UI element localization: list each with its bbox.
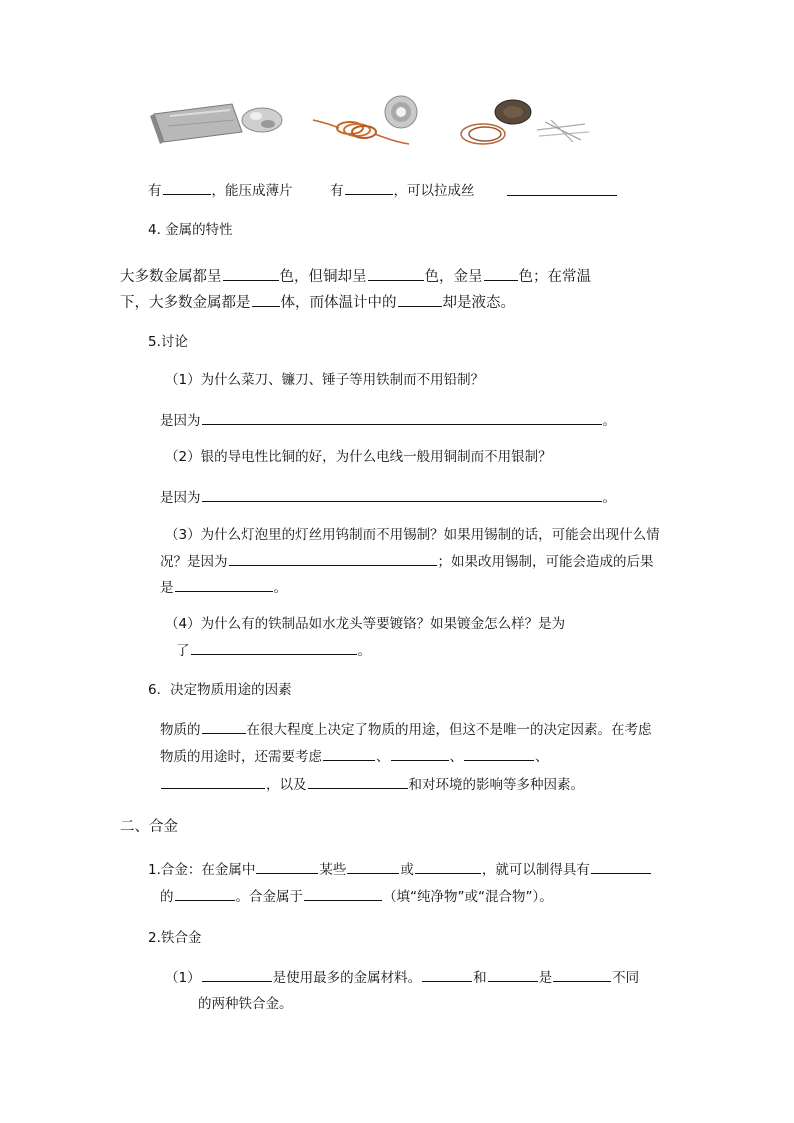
text: ，就可以制得具有 <box>481 862 590 878</box>
blank-field[interactable] <box>345 180 393 195</box>
blank-field[interactable] <box>347 859 399 874</box>
text: 、 <box>449 749 463 765</box>
text: 了 <box>176 643 190 659</box>
blank-field[interactable] <box>223 266 279 281</box>
blank-field[interactable] <box>398 292 442 307</box>
text: 或 <box>400 862 414 878</box>
text: （填“纯净物”或“混合物”）。 <box>383 889 553 905</box>
blank-field[interactable] <box>202 967 272 982</box>
wire-coils-pins-image <box>455 96 595 152</box>
paragraph-line <box>160 774 584 795</box>
text: ，以及 <box>266 777 307 793</box>
blank-field[interactable] <box>256 859 318 874</box>
text: 却是液态。 <box>442 295 515 311</box>
text: 色，金呈 <box>424 269 483 285</box>
text: 是因为 <box>160 413 201 429</box>
text: （1） <box>165 970 201 986</box>
section-4-title: 4. 金属的特性 <box>148 222 233 238</box>
question-3: （3）为什么灯泡里的灯丝用钨制而不用锡制？如果用锡制的话，可能会出现什么情 <box>165 527 660 543</box>
blank-field[interactable] <box>163 180 211 195</box>
iron-alloy-item-1 <box>165 967 639 988</box>
blank-field[interactable] <box>229 551 437 566</box>
text: 。 <box>357 643 371 659</box>
alloy-definition-line-1 <box>148 859 652 880</box>
blank-field[interactable] <box>368 266 424 281</box>
iron-alloy-item-1-line-2: 的两种铁合金。 <box>198 996 293 1012</box>
caption-1-suffix: ，能压成薄片 <box>211 183 293 199</box>
question-3-line-3 <box>160 577 287 598</box>
blank-field[interactable] <box>507 181 617 196</box>
blank-field[interactable] <box>202 487 602 502</box>
caption-2-prefix: 有 <box>330 183 344 199</box>
blank-field[interactable] <box>323 746 375 761</box>
text: 是使用最多的金属材料。 <box>272 970 422 986</box>
blank-field[interactable] <box>591 859 651 874</box>
blank-field[interactable] <box>391 746 449 761</box>
text: 和 <box>473 970 487 986</box>
blank-field[interactable] <box>191 640 357 655</box>
blank-field[interactable] <box>304 886 382 901</box>
answer-line <box>160 487 616 508</box>
answer-line <box>160 410 616 431</box>
text: 色，但铜却呈 <box>279 269 367 285</box>
paragraph-line <box>160 746 549 767</box>
blank-field[interactable] <box>202 410 602 425</box>
text: 体，而体温计中的 <box>280 295 397 311</box>
text: 某些 <box>319 862 347 878</box>
alloy-definition-line-2 <box>160 886 553 907</box>
caption-line <box>148 180 293 201</box>
text: 下，大多数金属都是 <box>120 295 251 311</box>
copper-coil-solder-image <box>305 94 420 152</box>
paragraph-line <box>160 719 652 740</box>
text: 。 <box>273 580 287 596</box>
text: 。 <box>602 413 616 429</box>
iron-alloy-title: 2.铁合金 <box>148 930 202 946</box>
paragraph-line <box>120 292 515 313</box>
blank-field[interactable] <box>202 719 246 734</box>
text: ；如果改用锡制，可能会造成的后果 <box>437 554 654 570</box>
question-4-line-2 <box>176 640 371 661</box>
text: 、 <box>535 749 549 765</box>
blank-field[interactable] <box>175 577 273 592</box>
blank-field[interactable] <box>252 292 280 307</box>
foil-sheet-image <box>150 100 285 145</box>
text: 大多数金属都呈 <box>120 269 222 285</box>
text: 。 <box>602 490 616 506</box>
question-3-line-2 <box>160 551 654 572</box>
text: 。合金属于 <box>235 889 303 905</box>
text: 的 <box>160 889 174 905</box>
question-2: （2）银的导电性比铜的好，为什么电线一般用铜制而不用银制？ <box>165 449 552 465</box>
text: 色；在常温 <box>518 269 591 285</box>
blank-field[interactable] <box>484 266 518 281</box>
question-1: （1）为什么菜刀、镰刀、锤子等用铁制而不用铅制？ <box>165 372 485 388</box>
blank-field[interactable] <box>464 746 534 761</box>
caption-1-prefix: 有 <box>148 183 162 199</box>
text: 是 <box>160 580 174 596</box>
section-5-title: 5.讨论 <box>148 334 188 350</box>
part-2-title: 二、合金 <box>120 819 178 835</box>
text: 况？是因为 <box>160 554 228 570</box>
blank-field[interactable] <box>553 967 611 982</box>
blank-field[interactable] <box>488 967 538 982</box>
blank-field[interactable] <box>422 967 472 982</box>
caption-line <box>330 180 475 201</box>
blank-field[interactable] <box>175 886 235 901</box>
text: 物质的 <box>160 722 201 738</box>
text: 不同 <box>612 970 640 986</box>
blank-field[interactable] <box>161 774 265 789</box>
text: 、 <box>376 749 390 765</box>
section-6-title: 6．决定物质用途的因素 <box>148 682 292 698</box>
paragraph-line <box>120 266 591 287</box>
text: 和对环境的影响等多种因素。 <box>408 777 584 793</box>
text: 在很大程度上决定了物质的用途，但这不是唯一的决定因素。在考虑 <box>246 722 652 738</box>
blank-field[interactable] <box>308 774 408 789</box>
blank-field[interactable] <box>415 859 481 874</box>
text: 1.合金：在金属中 <box>148 862 256 878</box>
text: 是 <box>538 970 553 986</box>
question-4: （4）为什么有的铁制品如水龙头等要镀铬？如果镀金怎么样？是为 <box>165 616 566 632</box>
caption-2-suffix: ，可以拉成丝 <box>393 183 475 199</box>
text: 是因为 <box>160 490 201 506</box>
text: 物质的用途时，还需要考虑 <box>160 749 322 765</box>
